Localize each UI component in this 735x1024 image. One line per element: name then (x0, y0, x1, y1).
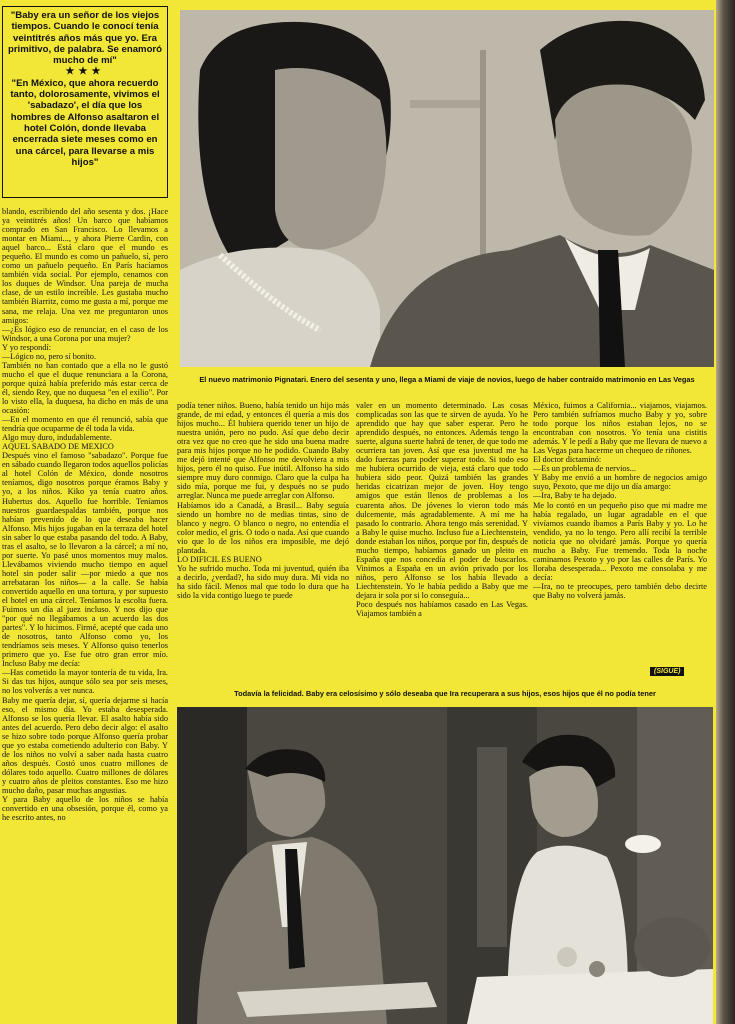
bottom-photo-caption: Todavía la felicidad. Baby era celosísimo y sólo deseaba que Ira recuperara a sus hijos, esos hijos que él no podía tener (234, 689, 656, 698)
pull-quote-box (2, 6, 168, 198)
photo-couple-miami (180, 10, 714, 367)
article-column-3: valer en un momento determinado. Las cosas complicadas son las que te sirven de ayuda. Yo he aprendido que hay que saber esperar. Pero he aprendido después, no entonces. Además tengo la suerte, alguna suerte habrá de tener, de que todo me ocurriera tan joven. Así que esa juventud me ha dado fuerzas para poder superar todo. Si todo eso me hubiera ocurrido de vieja, está claro que todo hubiera sido peor. Quizá también las grandes heridas cicatrizan mejor de joven. Hoy tengo amigos que están llenos de problemas a los cuarenta años. De jóvenes lo vieron todo más dulcemente, más agradablemente. A mí me ha pasado lo contrario. Ahora tengo más serenidad. Y a Baby le quise mucho. Incluso fue a Liechtenstein, donde estaban los niños, porque por fin, después de mucho tiempo, habíamos ganado un pleito en España que nos concedía el poder de buscarlos. Vinimos a España en un avión privado por los niños, pero Alfonso se los había llevado a Liechtenstein. Yo le había pedido a Baby que me dejara ir sola por si lo conseguía... Poco después nos habíamos casado en Las Vegas. Viajamos también a (356, 401, 528, 619)
continued-label: (SIGUE) (650, 667, 684, 676)
top-photo-caption: El nuevo matrimonio Pignatari. Enero del sesenta y uno, llega a Miami de viaje de novios, luego de haber contraído matrimonio en Las Vegas (199, 375, 695, 384)
pull-quote-2: "En México, que ahora recuerdo tanto, dolorosamente, vivimos el 'sabadazo', el día que los hombres de Alfonso asaltaron el hotel Colón, donde llevaba encerrada siete meses como en una cárcel, para llevarse a mis hijos" (10, 77, 160, 168)
photo-couple-table-illustration (177, 707, 713, 1024)
photo-couple-table (177, 707, 713, 1024)
article-column-4: México, fuimos a California... viajamos, viajamos. Pero también sufríamos mucho Baby y yo, sobre todo porque los niños estaban lejos, no se encontraban con nosotros. Yo tenía una cistitis además. Y le pedí a Baby que me llevara de nuevo a Las Vegas para hacerme un chequeo de riñones. El doctor dictaminó: —Es un problema de nervios... Y Baby me envió a un hombre de negocios amigo suyo, Pexoto, que me dijo un día amargo: —Ira, Baby te ha dejado. Me lo contó en un pequeño piso que mi madre me había regalado, un lugar agradable en el que vivíamos cuando íbamos a París Baby y yo. Lo he vendido, ya no lo tengo. Pero allí recibí la terrible noticia que no olvidaré jamás. Porque yo quería mucho a Baby. Fue tremendo. Toda la noche caminamos Pexoto y yo por las calles de París. Yo lloraba desesperada... Pexoto me consolaba y me decía: —Ira, no te preocupes, pero también debo decirte que Baby no volverá jamás. (533, 401, 707, 600)
photo-couple-miami-illustration (180, 10, 714, 367)
pull-quote-1: "Baby era un señor de los viejos tiempos. Cuando le conocí tenía veintitrés años más que yo. Era primitivo, de palabra. Se enamoró mucho de mí" (7, 10, 163, 67)
star-divider: ★★★ (65, 66, 105, 78)
article-column-2: podía tener niños. Bueno, había tenido un hijo más grande, de mi edad, y entonces él quería a mis dos hijos mucho... Él hubiera querido tener un hijo de nuestra unión, pero no pudo. Así que debo decir otra vez que no creo que he sido una buena madre para mis hijos porque no he podido. Cuando Baby me dejó intenté que Alfonso me devolviera a mis hijos, pero él no quiso. Fue inútil. Alfonso ha sido siempre muy duro conmigo. Claro que la culpa ha sido mía, porque me fui, y después no se pudo arreglar. Nunca me puede arreglar con Alfonso. Habíamos ido a Canadá, a Brasil... Baby seguía siendo un hombre no de medias tintas, sino de blanco y negro. O blanco o negro, no entendía el color medio, el gris. O todo o nada. Así que cuando vio que lo de los niños era imposible, me dejó plantada. LO DIFICIL ES BUENO Yo he sufrido mucho. Toda mi juventud, quién iba a decirlo, ¿verdad?, ha sido muy dura. Mi vida no ha sido fácil. Menos mal que todo lo dura que ha sido la vida contigo luego te puede (177, 401, 349, 600)
article-column-1: blando, escribiendo del año sesenta y dos. ¡Hace ya veintitrés años! Un barco que habíamos comprado en San Francisco. Lo llevamos a montar en Miami..., y ahora Pierre Cardin, con aquel barco... Está claro que el mundo es pequeño. El mundo es como un pañuelo, sí, pero como un pañuelo pequeño. En París hacíamos también vida social. Por ejemplo, cenamos con los duques de Windsor. Una pareja de mucha clase, de un estilo increíble. Les gustaba mucho también Biarritz, como me gusta a mí, porque me sana, me relaja. Una vez me preguntaron unos amigos: —¿Es lógico eso de renunciar, en el caso de los Windsor, a una Corona por una mujer? Y yo respondí: —Lógico no, pero sí bonito. También no han contado que a ella no le gustó mucho el que el duque renunciara a la Corona, porque quizá había preferido más estar cerca de él, siendo Rey, que no duquesa "en el exilio". Por lo visto ella, la duquesa, ha dicho en más de una ocasión: —En el momento en que él renunció, sabía que tendría que ocuparme de él toda la vida. Algo muy duro, indudablemente. AQUEL SABADO DE MEXICO Después vino el famoso "sabadazo". Porque fue en sábado cuando llegaron todos aquellos policías al hotel Colón de México, donde nosotros teníamos, digo nosotros porque éramos Baby y yo, a los niños. Kiko ya tenía cuatro años. Hubertus dos. Aquello fue horrible. Teníamos nuestros guardaespaldas también, porque nos habían prevenido de lo que deseaba hacer Alfonso. Mis hijos jugaban en la terraza del hotel sin saber lo que estaba pasando del todo. A Baby, tras el asalto, se lo llevaron a la cárcel; a mí no, por suerte. Yo pasé unos momentos muy malos. Llevábamos viviendo mucho tiempo en aquel hotel sin poder salir —por miedo a que nos arrebataran los niños— a la calle. Se había convertido aquello en una tortura, y por supuesto el hotel en una cárcel. Teníamos la escolta fuera. Fuimos un día al juez incluso. Y nos dijo que "por qué no llegábamos a un acuerdo las dos partes". Y lo hicimos. Firmé, acepté que cada uno de nosotros, tanto Alfonso como yo, los tendríamos seis meses. Y Alfonso quiso tenerlos primero que yo. Ese fue otro gran error mío. Incluso Baby me decía: —Has cometido la mayor tontería de tu vida, Ira. Si das tus hijos, aunque sólo sea por seis meses, no los volverás a ver nunca. Baby me quería dejar, sí, quería dejarme si hacía eso, el mismo día. Yo estaba desesperada. Alfonso se los quería llevar. El asalto había sido antes del acuerdo. Pero debo decir algo: el asalto se hizo sobre todo porque Alfonso quería probar que yo estaba cometiendo adulterio con Baby. Y de los niños no volví a saber nada hasta cuatro años después. Costó unos cuatro millones de dólares todo aquello. Cuatro millones de dólares y cuatro años de pleitos constantes. Eso me hizo mucho daño, pasar muchas angustias. Y para Baby aquello de los niños se había convertido en una obsesión, porque él, como ya he escrito antes, no (2, 207, 168, 823)
page-edge-shadow (716, 0, 735, 1024)
